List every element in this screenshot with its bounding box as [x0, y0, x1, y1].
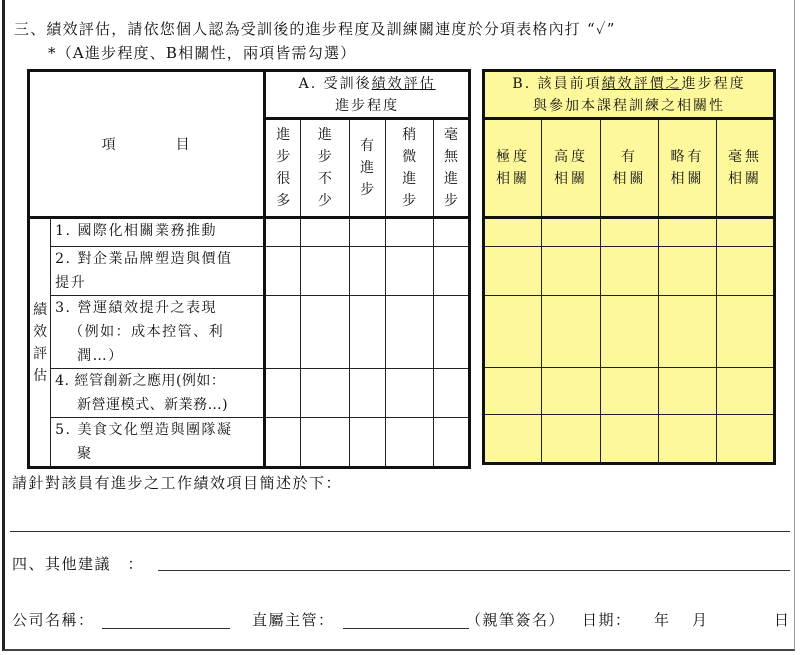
- checkbox-a-row1-col2[interactable]: [301, 218, 350, 247]
- checkbox-b-row3-col2[interactable]: [542, 296, 601, 368]
- checkbox-a-row3-col3[interactable]: [349, 296, 385, 369]
- checkbox-b-row1-col5[interactable]: [717, 218, 775, 247]
- item-5-label: 5. 美食文化塑造與團隊凝 聚: [51, 418, 265, 468]
- table-row: [484, 415, 775, 464]
- table-row: [484, 368, 775, 415]
- col-b-highly-related: 高度 相關: [542, 119, 601, 218]
- col-b-extremely-related: 極度 相關: [484, 119, 542, 218]
- checkbox-a-row5-col3[interactable]: [349, 418, 385, 468]
- checkbox-b-row4-col4[interactable]: [659, 368, 717, 415]
- section-a-prefix: A.: [298, 75, 318, 92]
- checkbox-a-row2-col3[interactable]: [349, 247, 385, 296]
- other-suggestions-line[interactable]: [158, 570, 790, 571]
- table-row: [484, 247, 775, 296]
- section-a-title-line2: 進步程度: [335, 97, 400, 114]
- section-a-title-underlined: 績效評估: [371, 75, 436, 92]
- checkbox-b-row1-col4[interactable]: [659, 218, 717, 247]
- signature-row: [12, 609, 95, 630]
- section-b-title-plain: 該員前項: [537, 75, 602, 92]
- checkbox-b-row4-col5[interactable]: [717, 368, 775, 415]
- checkbox-b-row1-col2[interactable]: [542, 218, 601, 247]
- col-b-related: 有 相關: [601, 119, 659, 218]
- progress-description-prompt: 請針對該員有進步之工作績效項目簡述於下：: [12, 474, 343, 492]
- checkbox-b-row3-col4[interactable]: [659, 296, 717, 368]
- item-header-char-1: 項: [101, 137, 118, 153]
- checkbox-a-row2-col1[interactable]: [265, 247, 301, 296]
- checkbox-a-row5-col2[interactable]: [301, 418, 350, 468]
- col-b-not-related: 毫無 相關: [717, 119, 775, 218]
- date-label: 日期：: [582, 611, 632, 629]
- checkbox-b-row2-col3[interactable]: [601, 247, 659, 296]
- checkbox-b-row1-col1[interactable]: [484, 218, 542, 247]
- checkbox-b-row4-col2[interactable]: [542, 368, 601, 415]
- col-a-progress-much: 進步很多: [265, 119, 301, 218]
- checkbox-a-row4-col2[interactable]: [301, 369, 350, 418]
- day-label: 日: [774, 611, 790, 629]
- checkbox-a-row3-col2[interactable]: [301, 296, 350, 369]
- checkbox-a-row4-col3[interactable]: [349, 369, 385, 418]
- checkbox-a-row1-col1[interactable]: [265, 218, 301, 247]
- company-name-label: 公司名稱：: [12, 611, 95, 629]
- item-3-label: 3. 營運績效提升之表現 （例如：成本控管、利 潤…）: [51, 296, 265, 369]
- checkbox-b-row1-col3[interactable]: [601, 218, 659, 247]
- table-row: [29, 247, 470, 296]
- section-b-prefix: B.: [512, 75, 532, 92]
- checkbox-b-row5-col3[interactable]: [601, 415, 659, 464]
- table-row: [29, 418, 470, 468]
- checkbox-a-row4-col1[interactable]: [265, 369, 301, 418]
- section-a-header: [265, 71, 470, 119]
- checkbox-b-row4-col3[interactable]: [601, 368, 659, 415]
- checkbox-b-row2-col5[interactable]: [717, 247, 775, 296]
- evaluation-table-a: [27, 69, 471, 469]
- supervisor-signature-line[interactable]: [343, 628, 469, 629]
- col-a-progress-none: 毫無進步: [434, 119, 470, 218]
- checkbox-b-row5-col2[interactable]: [542, 415, 601, 464]
- company-name-line[interactable]: [102, 628, 230, 629]
- checkbox-b-row2-col2[interactable]: [542, 247, 601, 296]
- other-suggestions-label: 四、其他建議 ：: [12, 555, 145, 573]
- table-row: [484, 218, 775, 247]
- section-b-title-line2: 與參加本課程訓練之相關性: [533, 97, 726, 114]
- col-a-progress-considerable: 進步不少: [301, 119, 350, 218]
- table-row: [29, 218, 470, 247]
- item-header-char-2: 目: [175, 137, 192, 153]
- checkbox-a-row2-col2[interactable]: [301, 247, 350, 296]
- item-column-header: [29, 71, 265, 218]
- checkbox-b-row5-col1[interactable]: [484, 415, 542, 464]
- table-row: [29, 369, 470, 418]
- checkbox-a-row3-col4[interactable]: [385, 296, 434, 369]
- checkbox-b-row5-col5[interactable]: [717, 415, 775, 464]
- section-b-title-underlined: 績效評價之: [601, 75, 682, 92]
- col-b-slightly-related: 略有 相關: [659, 119, 717, 218]
- section-b-title-plain-2: 進步程度: [681, 75, 746, 92]
- item-4-label: 4. 經管創新之應用(例如： 新營運模式、新業務…): [51, 369, 265, 418]
- section-3-subtitle: *（A進步程度、B相關性，兩項皆需勾選）: [48, 44, 357, 62]
- table-row: [484, 296, 775, 368]
- table-row: [29, 296, 470, 369]
- col-a-progress-slight: 稍微進步: [385, 119, 434, 218]
- checkbox-a-row4-col4[interactable]: [385, 369, 434, 418]
- checkbox-a-row4-col5[interactable]: [434, 369, 470, 418]
- checkbox-a-row1-col3[interactable]: [349, 218, 385, 247]
- checkbox-b-row2-col1[interactable]: [484, 247, 542, 296]
- checkbox-a-row5-col4[interactable]: [385, 418, 434, 468]
- checkbox-a-row5-col5[interactable]: [434, 418, 470, 468]
- checkbox-b-row2-col4[interactable]: [659, 247, 717, 296]
- checkbox-b-row3-col5[interactable]: [717, 296, 775, 368]
- item-2-label: 2. 對企業品牌塑造與價值 提升: [51, 247, 265, 296]
- checkbox-a-row3-col1[interactable]: [265, 296, 301, 369]
- checkbox-b-row3-col1[interactable]: [484, 296, 542, 368]
- progress-description-line[interactable]: [10, 531, 790, 532]
- evaluation-table-b: [482, 69, 776, 465]
- col-a-progress-some: 有進步: [349, 119, 385, 218]
- handwritten-signature-note: （親筆簽名）: [466, 611, 566, 629]
- checkbox-b-row3-col3[interactable]: [601, 296, 659, 368]
- checkbox-a-row2-col5[interactable]: [434, 247, 470, 296]
- checkbox-a-row5-col1[interactable]: [265, 418, 301, 468]
- checkbox-a-row3-col5[interactable]: [434, 296, 470, 369]
- performance-evaluation-side-label: 績效評估: [29, 218, 51, 468]
- supervisor-label: 直屬主管：: [252, 611, 335, 629]
- checkbox-b-row4-col1[interactable]: [484, 368, 542, 415]
- section-3-title: 三、績效評估，請依您個人認為受訓後的進步程度及訓練關連度於分項表格內打 “✓”: [14, 20, 616, 38]
- checkbox-a-row1-col5[interactable]: [434, 218, 470, 247]
- item-1-label: 1. 國際化相關業務推動: [51, 218, 265, 247]
- checkbox-a-row1-col4[interactable]: [385, 218, 434, 247]
- checkbox-a-row2-col4[interactable]: [385, 247, 434, 296]
- month-label: 月: [692, 611, 708, 629]
- checkbox-b-row5-col4[interactable]: [659, 415, 717, 464]
- section-a-title-plain: 受訓後: [323, 75, 372, 92]
- section-b-header: [484, 71, 775, 119]
- year-label: 年: [654, 611, 670, 629]
